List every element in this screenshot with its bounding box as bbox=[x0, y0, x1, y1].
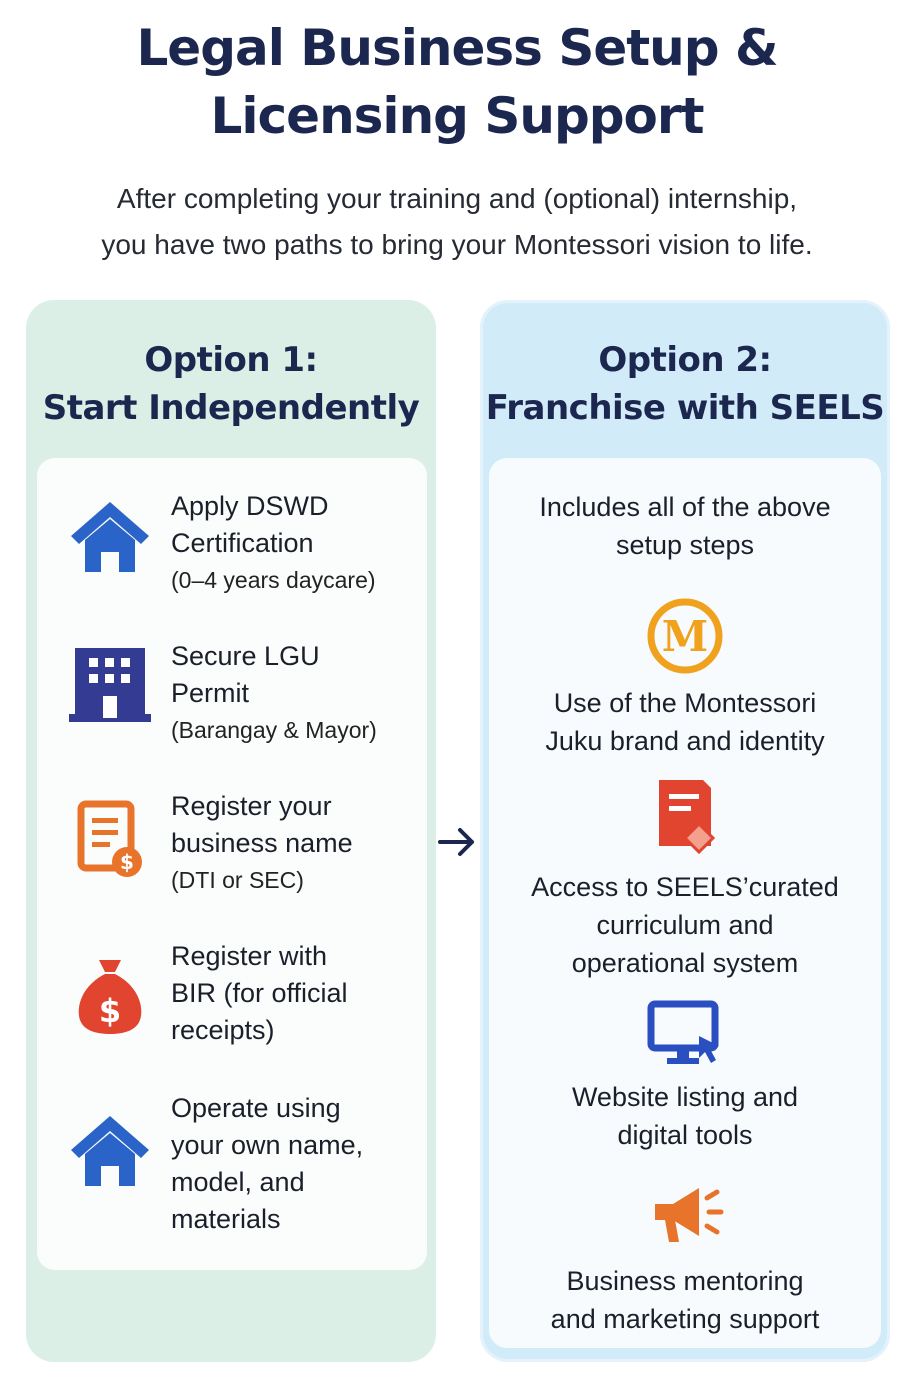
svg-text:$: $ bbox=[98, 992, 122, 1030]
option-2-label: Option 2: bbox=[598, 340, 772, 380]
step-dswd-note: (0–4 years daycare) bbox=[171, 567, 376, 593]
option-2-title: Franchise with SEELS bbox=[485, 388, 885, 428]
feature-mentoring-line-1: Business mentoring bbox=[566, 1266, 804, 1296]
step-operate-line-3: model, and bbox=[171, 1167, 305, 1197]
feature-brand-line-1: Use of the Montessori bbox=[553, 688, 817, 718]
subtitle-line-1: After completing your training and (optional) internship, bbox=[116, 183, 798, 214]
feature-curriculum bbox=[489, 776, 881, 982]
option-2-features-card bbox=[489, 458, 881, 1348]
document-money-icon bbox=[65, 800, 155, 880]
step-business-line-2: business name bbox=[171, 828, 353, 858]
step-lgu-line-2: Permit bbox=[171, 678, 250, 708]
step-business-note: (DTI or SEC) bbox=[171, 867, 304, 893]
feature-website bbox=[489, 998, 881, 1154]
step-operate-line-1: Operate using bbox=[171, 1093, 341, 1123]
house-icon bbox=[65, 1110, 155, 1190]
step-business-line-1: Register your bbox=[171, 791, 332, 821]
money-bag-icon bbox=[65, 956, 155, 1036]
feature-curriculum-line-3: operational system bbox=[571, 948, 799, 978]
step-lgu-line-1: Secure LGU bbox=[171, 641, 320, 671]
step-operate bbox=[37, 1090, 427, 1250]
intro-line-1: Includes all of the above bbox=[539, 492, 831, 522]
step-business-name bbox=[37, 788, 427, 908]
option-1-heading bbox=[26, 336, 436, 432]
option-1-label: Option 1: bbox=[144, 340, 318, 380]
step-bir-line-1: Register with bbox=[171, 941, 328, 971]
franchise-intro bbox=[489, 488, 881, 564]
option-2-heading bbox=[480, 336, 890, 432]
step-dswd-line-1: Apply DSWD bbox=[171, 491, 329, 521]
step-dswd bbox=[37, 488, 427, 608]
step-bir bbox=[37, 938, 427, 1058]
arrow-right-icon bbox=[436, 820, 480, 864]
house-icon bbox=[65, 496, 155, 576]
step-dswd-line-2: Certification bbox=[171, 528, 314, 558]
montessori-m-logo-icon bbox=[643, 598, 727, 678]
option-1-title: Start Independently bbox=[42, 388, 420, 428]
curriculum-document-icon bbox=[643, 776, 727, 854]
step-bir-line-3: receipts) bbox=[171, 1015, 275, 1045]
megaphone-icon bbox=[643, 1178, 727, 1250]
page-title bbox=[0, 14, 914, 150]
option-1-panel bbox=[26, 300, 436, 1362]
feature-mentoring-line-2: and marketing support bbox=[550, 1304, 820, 1334]
feature-brand bbox=[489, 598, 881, 760]
step-bir-line-2: BIR (for official bbox=[171, 978, 348, 1008]
page-title-line-1: Legal Business Setup & bbox=[136, 19, 778, 77]
svg-text:$: $ bbox=[120, 850, 134, 874]
feature-curriculum-line-1: Access to SEELS’curated bbox=[531, 872, 839, 902]
intro-line-2: setup steps bbox=[615, 530, 755, 560]
monitor-cursor-icon bbox=[643, 998, 727, 1068]
subtitle-line-2: you have two paths to bring your Montessori vision to life. bbox=[101, 229, 813, 260]
step-operate-line-2: your own name, bbox=[171, 1130, 364, 1160]
feature-curriculum-line-2: curriculum and bbox=[596, 910, 774, 940]
page-subtitle bbox=[20, 176, 894, 268]
step-lgu bbox=[37, 638, 427, 758]
logo-letter: M bbox=[661, 612, 709, 661]
feature-website-line-2: digital tools bbox=[617, 1120, 753, 1150]
step-lgu-note: (Barangay & Mayor) bbox=[171, 717, 377, 743]
feature-mentoring bbox=[489, 1178, 881, 1338]
step-operate-line-4: materials bbox=[171, 1204, 281, 1234]
building-icon bbox=[65, 644, 155, 724]
feature-website-line-1: Website listing and bbox=[571, 1082, 799, 1112]
option-1-steps-card bbox=[37, 458, 427, 1270]
feature-brand-line-2: Juku brand and identity bbox=[545, 726, 825, 756]
option-2-panel bbox=[480, 300, 890, 1362]
page-title-line-2: Licensing Support bbox=[210, 87, 704, 145]
